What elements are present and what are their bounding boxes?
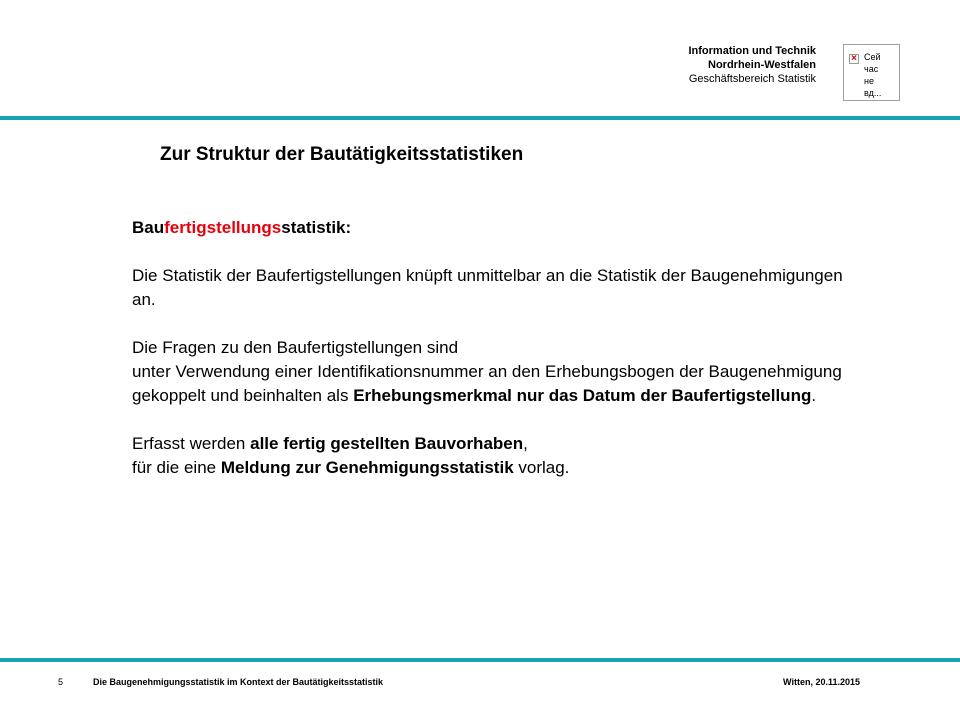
footer-date: Witten, 20.11.2015	[783, 677, 860, 687]
header-divider	[0, 116, 960, 120]
paragraph-2: Die Fragen zu den Baufertigstellungen sind unter Verwendung einer Identifikationsnummer an den Erhebungsbogen der Baugenehmigung gekoppelt und beinhalten als Erhebungsmerkmal nur das Datum der Baufertigstellung.	[132, 338, 842, 405]
organization-block	[600, 44, 816, 86]
logo-alt-text: Сей час не вд...	[864, 52, 882, 98]
footer-subject: Die Baugenehmigungsstatistik im Kontext der Bautätigkeitsstatistik	[93, 677, 384, 687]
paragraph-3: Erfasst werden alle fertig gestellten Bauvorhaben, für die eine Meldung zur Genehmigungsstatistik vorlag.	[132, 434, 570, 477]
paragraph-1: Die Statistik der Baufertigstellungen knüpft unmittelbar an die Statistik der Baugenehmigungen an.	[132, 266, 843, 309]
broken-image-icon: ×	[849, 54, 859, 64]
heading-highlight: fertigstellungs	[164, 218, 282, 237]
broken-logo-image	[843, 44, 900, 101]
footer-divider	[0, 658, 960, 662]
section-heading: Baufertigstellungsstatistik:	[132, 218, 352, 237]
page-number: 5	[58, 677, 64, 687]
org-name-line1: Information und Technik	[688, 45, 816, 57]
org-name-line2: Nordrhein-Westfalen	[708, 59, 816, 71]
slide-body	[132, 216, 852, 504]
slide-title: Zur Struktur der Bautätigkeitsstatistiken	[160, 144, 524, 165]
org-division: Geschäftsbereich Statistik	[688, 73, 816, 85]
